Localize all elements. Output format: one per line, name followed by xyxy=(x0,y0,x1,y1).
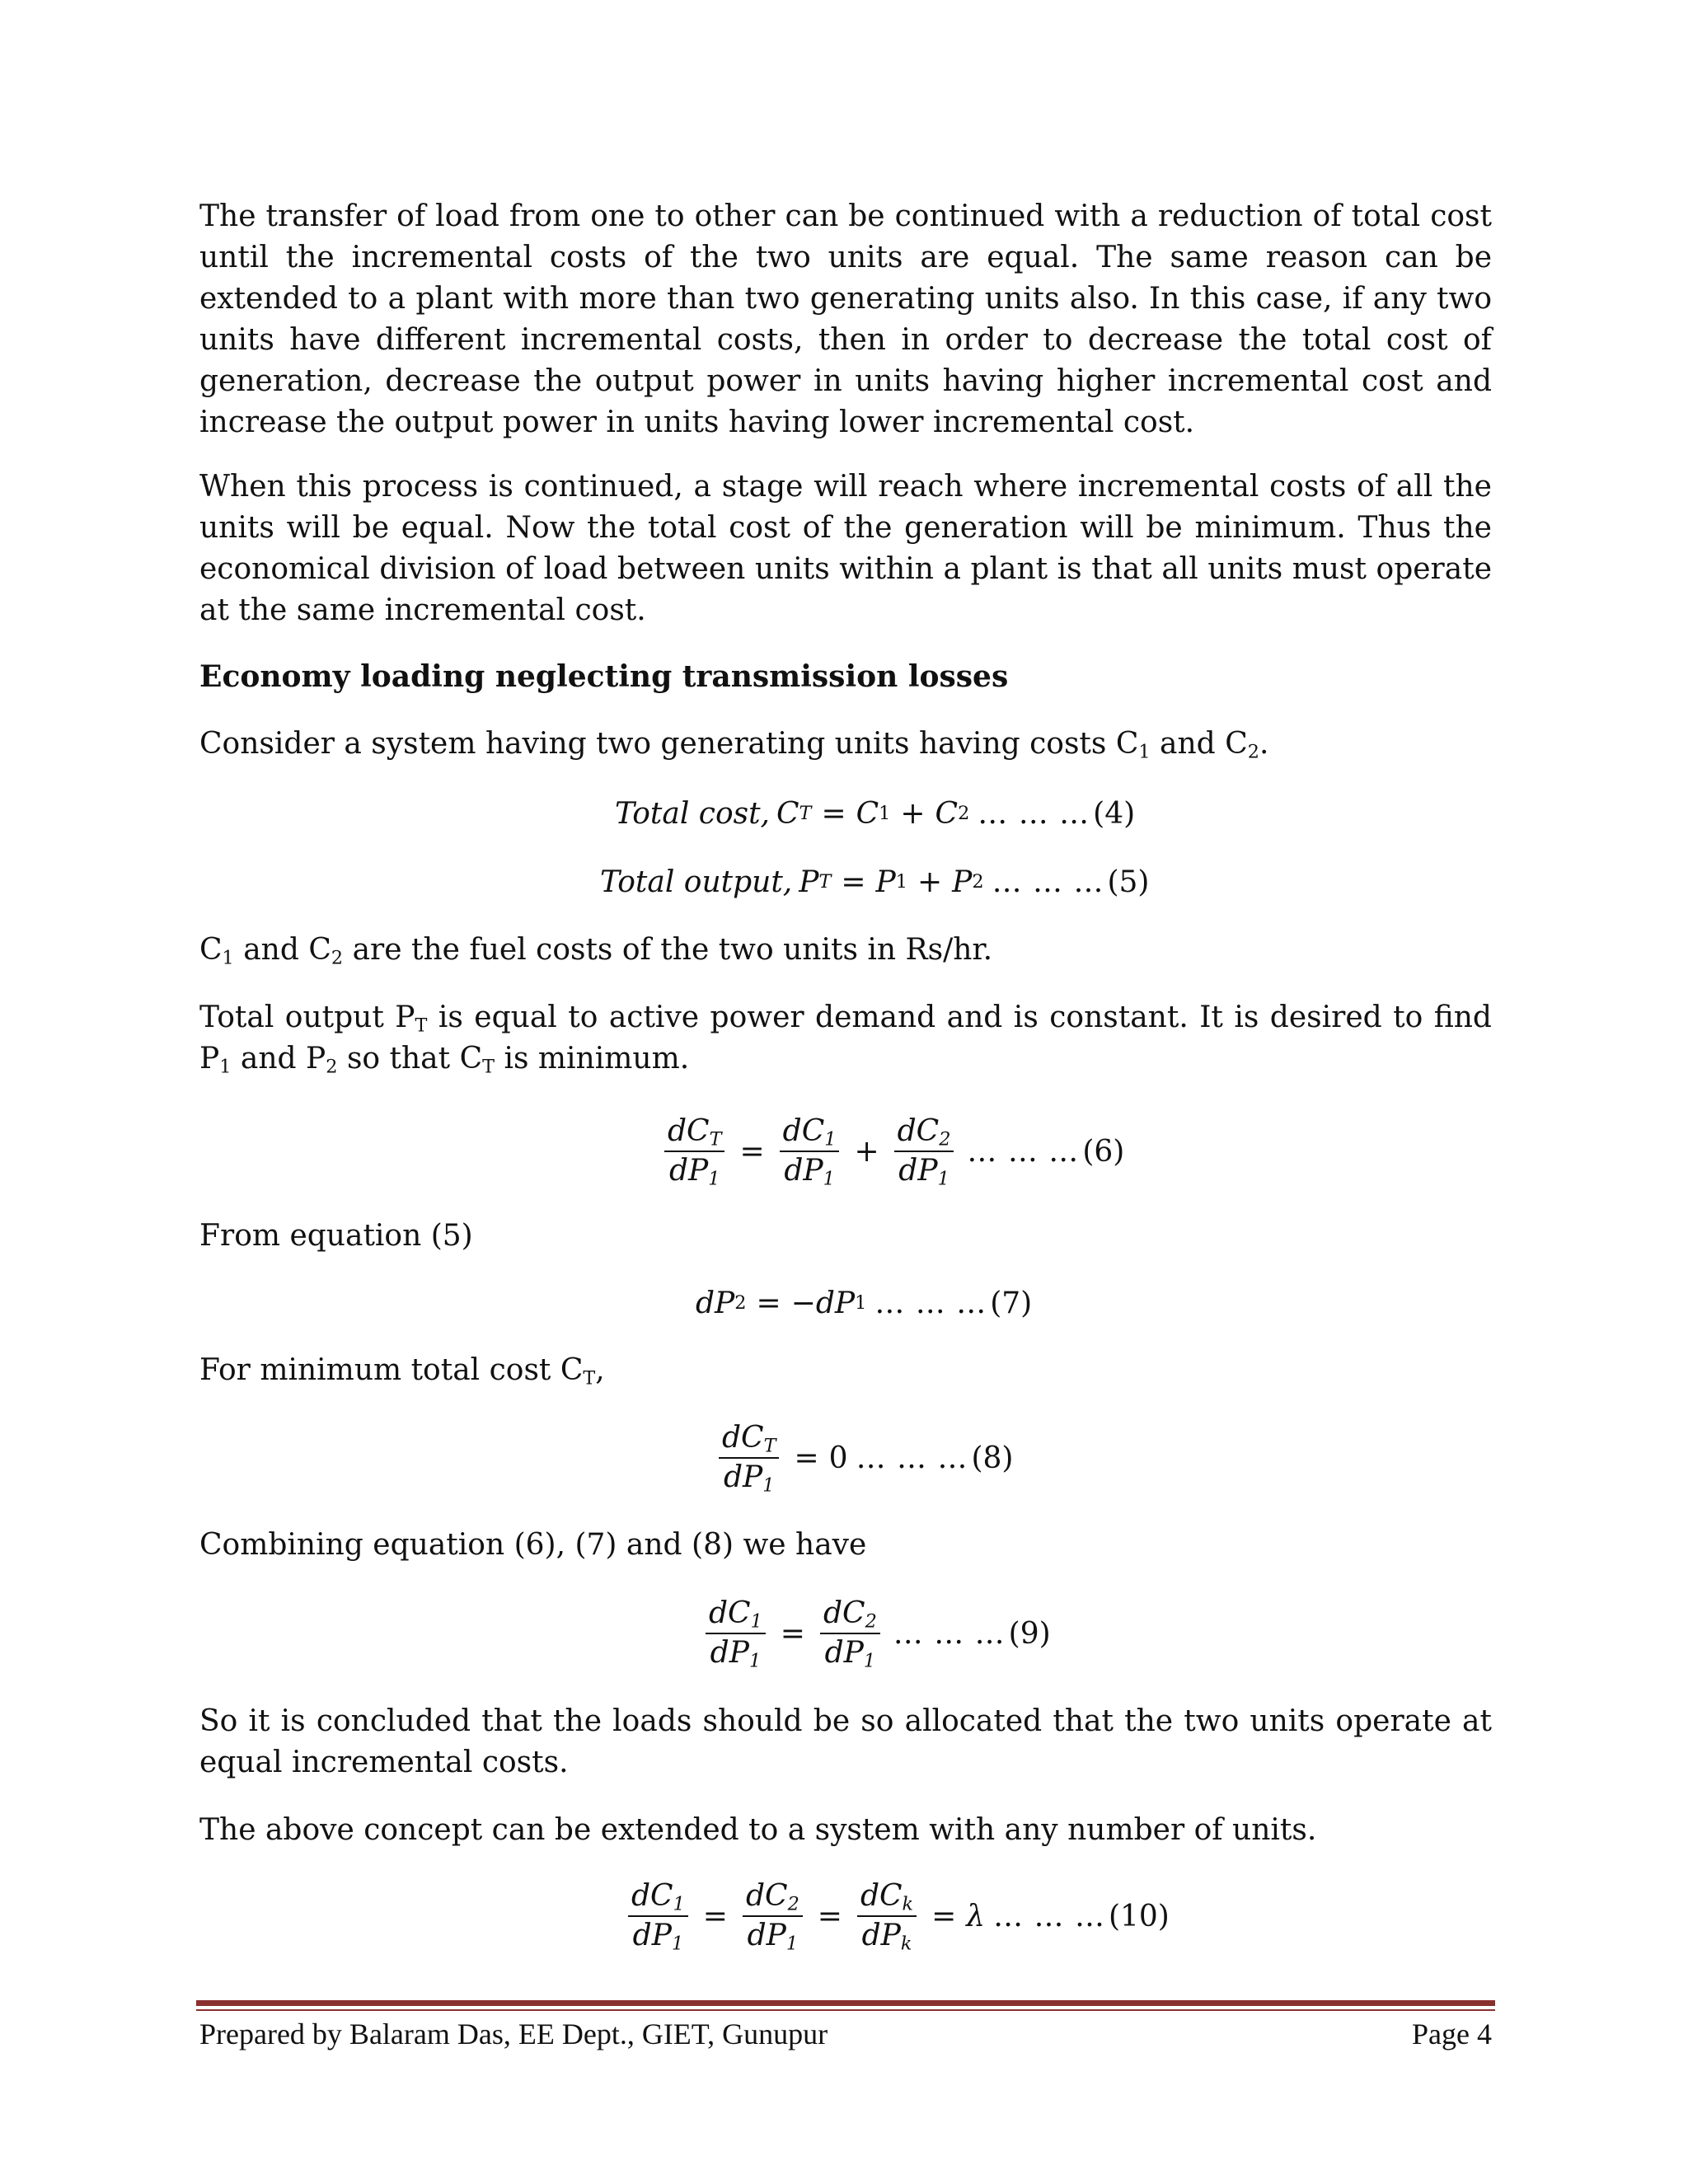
eq10-tk-dc: dC xyxy=(860,1879,903,1913)
to-text-a: Total output xyxy=(199,1001,384,1034)
eq5-p1: P xyxy=(875,865,896,899)
eq4-ct: C xyxy=(776,796,799,831)
eq4-equals: = xyxy=(821,796,846,831)
sub-2: 2 xyxy=(1247,741,1259,763)
eq9-rhs-fraction xyxy=(820,1595,880,1672)
fm-sub-t: T xyxy=(583,1367,596,1390)
eq6-t2-sub-2: 2 xyxy=(939,1128,951,1151)
eq5-label: Total output, xyxy=(600,865,793,899)
eq5-pt: P xyxy=(799,865,819,899)
eq6-t2-dc: dC xyxy=(897,1114,940,1148)
eq10-term1-fraction xyxy=(628,1877,688,1955)
eq4-number: (4) xyxy=(1093,796,1136,831)
word-and: and xyxy=(1160,727,1216,761)
eq8-equals: = xyxy=(794,1441,819,1475)
eq10-t2-dc: dC xyxy=(745,1879,788,1913)
eq8-dc: dC xyxy=(722,1421,764,1455)
for-minimum-sentence xyxy=(199,1350,605,1391)
fc-c1: C xyxy=(199,933,223,967)
eq9-number: (9) xyxy=(1008,1616,1051,1651)
eq4-c1: C xyxy=(856,796,879,831)
eq6-lhs-dp: dP xyxy=(669,1154,709,1188)
eq10-equals-3: = xyxy=(931,1899,957,1933)
section-heading: Economy loading neglecting transmission losses xyxy=(199,659,1009,694)
symbol-c1: C xyxy=(1115,727,1139,761)
fm-ct: C xyxy=(560,1353,584,1387)
eq6-lhs-dc: dC xyxy=(668,1114,710,1148)
eq10-dots: … … … xyxy=(993,1899,1105,1933)
to-sub-1: 1 xyxy=(219,1056,232,1078)
eq6-t1-sub-1b: 1 xyxy=(823,1168,835,1190)
to-sub-t: T xyxy=(415,1015,428,1037)
eq10-equals-1: = xyxy=(702,1899,728,1933)
footer-author: Prepared by Balaram Das, EE Dept., GIET, Gunupur xyxy=(199,2018,828,2050)
eq5-p2: P xyxy=(952,865,973,899)
eq10-t2-dp: dP xyxy=(747,1919,786,1952)
page-number: Page 4 xyxy=(1412,2018,1492,2050)
eq8-sub-1: 1 xyxy=(762,1474,775,1497)
period: . xyxy=(1259,727,1269,761)
eq4-c2: C xyxy=(935,796,959,831)
eq7-equals: = xyxy=(756,1286,781,1320)
symbol-c2: C xyxy=(1225,727,1248,761)
page-footer xyxy=(199,2011,1492,2057)
total-output-paragraph xyxy=(199,997,1492,1080)
eq8-dots: … … … xyxy=(856,1441,968,1475)
eq6-equals: = xyxy=(739,1134,765,1169)
equation-5: Total output, P T = P 1 + P 2 … … … (5) xyxy=(600,865,1150,899)
eq8-number: (8) xyxy=(971,1441,1014,1475)
eq5-plus: + xyxy=(917,865,943,899)
from-equation-5: From equation (5) xyxy=(199,1219,473,1253)
eq8-sub-t: T xyxy=(763,1435,776,1457)
fuel-costs-sentence xyxy=(199,930,992,971)
to-p2: P xyxy=(306,1042,326,1076)
for-min-text: For minimum total cost xyxy=(199,1353,551,1387)
eq6-t1-sub-1: 1 xyxy=(824,1128,837,1151)
equation-4: Total cost, C T = C 1 + C 2 … … … (4) xyxy=(615,796,1136,831)
eq10-t1-dc: dC xyxy=(631,1879,673,1913)
eq10-t1-sub-1: 1 xyxy=(673,1893,685,1915)
eq7-dp1: dP xyxy=(815,1286,856,1320)
fuel-costs-text: are the fuel costs of the two units in Rs/hr. xyxy=(352,933,993,967)
eq8-zero: 0 xyxy=(828,1441,848,1475)
eq10-t1-dp: dP xyxy=(632,1919,672,1952)
to-p1: P xyxy=(199,1042,220,1076)
to-pt: P xyxy=(395,1001,415,1034)
eq6-lhs-fraction xyxy=(664,1113,724,1190)
eq6-number: (6) xyxy=(1082,1134,1125,1169)
fc-c2: C xyxy=(308,933,331,967)
eq6-t2-sub-1: 1 xyxy=(937,1168,950,1190)
eq9-dots: … … … xyxy=(893,1616,1006,1651)
eq5-equals: = xyxy=(841,865,866,899)
eq9-lhs-fraction xyxy=(706,1595,766,1672)
eq10-t2-sub-1: 1 xyxy=(785,1933,799,1955)
eq9-rhs-dp: dP xyxy=(824,1636,864,1670)
eq6-t1-dc: dC xyxy=(782,1114,825,1148)
eq10-t1-sub-1b: 1 xyxy=(671,1933,684,1955)
eq9-rhs-sub-1: 1 xyxy=(863,1650,876,1672)
eq6-t2-dp: dP xyxy=(898,1154,938,1188)
eq4-label: Total cost, xyxy=(615,796,770,831)
to-and: and xyxy=(240,1042,297,1076)
fc-and: and xyxy=(243,933,299,967)
eq5-dots: … … … xyxy=(992,865,1104,899)
eq7-number: (7) xyxy=(990,1286,1033,1320)
to-ct: C xyxy=(459,1042,483,1076)
eq10-tk-sub-kb: k xyxy=(900,1933,912,1955)
eq9-lhs-sub-1: 1 xyxy=(750,1610,762,1633)
equation-10 xyxy=(623,1877,1170,1955)
eq9-lhs-dc: dC xyxy=(709,1596,751,1630)
eq10-tk-dp: dP xyxy=(861,1919,901,1952)
to-text-c: so that xyxy=(346,1042,451,1076)
fm-comma: , xyxy=(595,1353,605,1387)
equation-6 xyxy=(659,1113,1124,1190)
eq6-term1-fraction xyxy=(780,1113,840,1190)
eq7-dp2: dP xyxy=(696,1286,735,1320)
eq10-t2-sub-2: 2 xyxy=(787,1893,799,1915)
equation-8 xyxy=(714,1419,1013,1497)
to-text-d: is minimum. xyxy=(504,1042,690,1076)
extended-sentence: The above concept can be extended to a system with any number of units. xyxy=(199,1813,1317,1847)
concluded-paragraph: So it is concluded that the loads should be so allocated that the two units operate at equal incremental costs. xyxy=(199,1704,1492,1779)
eq9-lhs-sub-1b: 1 xyxy=(748,1650,762,1672)
eq9-rhs-dc: dC xyxy=(823,1596,865,1630)
eq9-equals: = xyxy=(780,1616,805,1651)
eq4-plus: + xyxy=(900,796,926,831)
eq10-equals-2: = xyxy=(817,1899,842,1933)
consider-sentence xyxy=(199,724,1268,765)
eq10-number: (10) xyxy=(1108,1899,1170,1933)
fc-sub-1: 1 xyxy=(222,947,234,969)
eq4-dots: … … … xyxy=(978,796,1090,831)
eq8-fraction xyxy=(719,1419,779,1497)
paragraph-equal-incremental: When this process is continued, a stage will reach where incremental costs of all the units will be equal. Now the total cost of the generation will be minimum. Thus the economical division of load between units within a plant is that all units must operate at the same incremental cost. xyxy=(199,470,1492,627)
eq6-term2-fraction xyxy=(894,1113,954,1190)
eq6-lhs-sub-1: 1 xyxy=(708,1168,720,1190)
fc-sub-2: 2 xyxy=(331,947,344,969)
to-sub-ct: T xyxy=(482,1056,495,1078)
footer-divider xyxy=(196,2000,1495,2006)
eq5-number: (5) xyxy=(1107,865,1150,899)
eq10-lambda: λ xyxy=(966,1899,986,1933)
eq9-lhs-dp: dP xyxy=(710,1636,749,1670)
eq6-lhs-sub-t: T xyxy=(709,1128,722,1151)
eq8-dp: dP xyxy=(724,1460,763,1494)
eq7-dots: … … … xyxy=(874,1286,987,1320)
combining-sentence: Combining equation (6), (7) and (8) we have xyxy=(199,1528,867,1562)
eq10-termk-fraction xyxy=(857,1877,917,1955)
to-text-b: is equal to active power demand and is constant. It is desired to find xyxy=(438,1001,1492,1034)
eq6-t1-dp: dP xyxy=(784,1154,823,1188)
to-sub-2: 2 xyxy=(326,1056,338,1078)
paragraph-load-transfer: The transfer of load from one to other can be continued with a reduction of total cost until the incremental costs of the two units are equal. The same reason can be extended to a plant with more than two generating units also. In this case, if any two units have different incremental costs, then in order to decrease the total cost of generation, decrease the output power in units having higher incremental cost and increase the output power in units having lower incremental cost. xyxy=(199,199,1492,439)
eq9-rhs-sub-2: 2 xyxy=(865,1610,877,1633)
eq6-plus: + xyxy=(854,1134,879,1169)
eq10-tk-sub-k: k xyxy=(902,1893,914,1915)
eq6-dots: … … … xyxy=(967,1134,1080,1169)
consider-text: Consider a system having two generating units having costs xyxy=(199,727,1107,761)
equation-7: dP 2 = − dP 1 … … … (7) xyxy=(696,1286,1033,1320)
eq10-term2-fraction xyxy=(743,1877,803,1955)
eq7-minus: − xyxy=(790,1286,816,1320)
sub-1: 1 xyxy=(1138,741,1151,763)
equation-9 xyxy=(701,1595,1051,1672)
